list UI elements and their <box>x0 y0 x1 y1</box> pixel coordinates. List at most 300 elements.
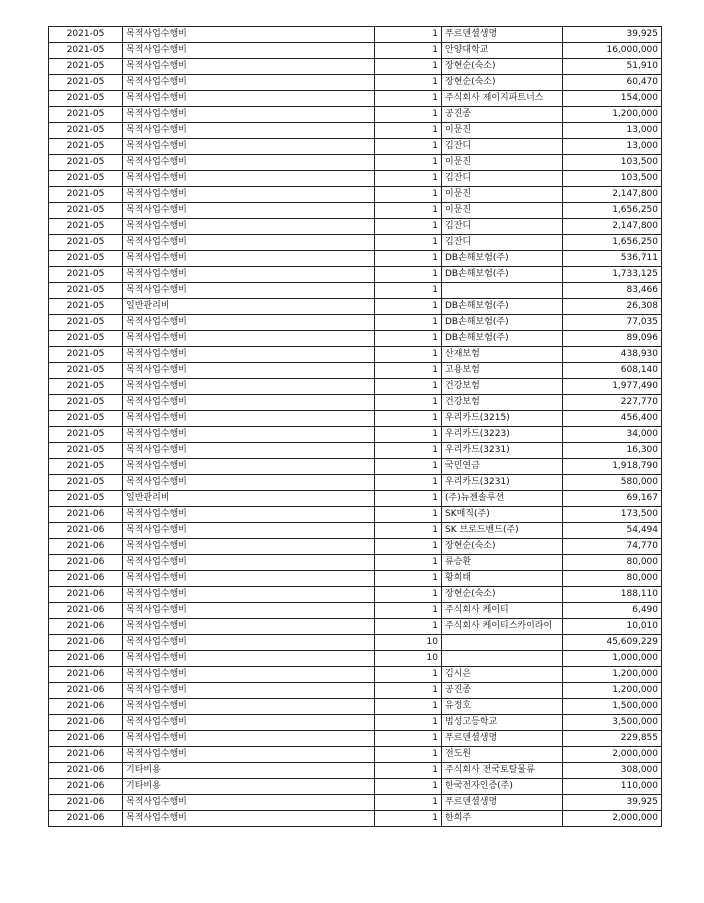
category-cell: 일반관리비 <box>123 299 375 315</box>
month-cell: 2021-05 <box>49 267 123 283</box>
quantity-cell: 1 <box>375 235 442 251</box>
month-cell: 2021-05 <box>49 43 123 59</box>
amount-cell: 173,500 <box>563 507 662 523</box>
category-cell: 목적사업수행비 <box>123 171 375 187</box>
quantity-cell: 1 <box>375 187 442 203</box>
payee-cell: DB손해보험(주) <box>442 331 563 347</box>
table-row <box>49 667 662 683</box>
amount-cell: 608,140 <box>563 363 662 379</box>
amount-cell: 1,918,790 <box>563 459 662 475</box>
payee-cell: 한국전자인증(주) <box>442 779 563 795</box>
payee-cell: DB손해보험(주) <box>442 299 563 315</box>
payee-cell: 장현순(숙소) <box>442 539 563 555</box>
category-cell: 목적사업수행비 <box>123 59 375 75</box>
table-row <box>49 763 662 779</box>
table-row <box>49 779 662 795</box>
amount-cell: 188,110 <box>563 587 662 603</box>
table-row <box>49 475 662 491</box>
category-cell: 목적사업수행비 <box>123 731 375 747</box>
amount-cell: 1,656,250 <box>563 203 662 219</box>
table-row <box>49 331 662 347</box>
month-cell: 2021-05 <box>49 107 123 123</box>
month-cell: 2021-05 <box>49 171 123 187</box>
table-row <box>49 731 662 747</box>
month-cell: 2021-06 <box>49 763 123 779</box>
quantity-cell: 1 <box>375 507 442 523</box>
category-cell: 목적사업수행비 <box>123 603 375 619</box>
month-cell: 2021-06 <box>49 571 123 587</box>
payee-cell: 장현순(숙소) <box>442 587 563 603</box>
category-cell: 목적사업수행비 <box>123 75 375 91</box>
quantity-cell: 1 <box>375 587 442 603</box>
table-row <box>49 411 662 427</box>
ledger-body <box>49 27 662 827</box>
category-cell: 목적사업수행비 <box>123 811 375 827</box>
month-cell: 2021-06 <box>49 811 123 827</box>
amount-cell: 83,466 <box>563 283 662 299</box>
amount-cell: 580,000 <box>563 475 662 491</box>
quantity-cell: 1 <box>375 139 442 155</box>
category-cell: 목적사업수행비 <box>123 251 375 267</box>
table-row <box>49 715 662 731</box>
payee-cell: 유정호 <box>442 699 563 715</box>
payee-cell: 김잔디 <box>442 219 563 235</box>
month-cell: 2021-05 <box>49 459 123 475</box>
amount-cell: 80,000 <box>563 571 662 587</box>
category-cell: 목적사업수행비 <box>123 683 375 699</box>
month-cell: 2021-05 <box>49 139 123 155</box>
month-cell: 2021-05 <box>49 235 123 251</box>
table-row <box>49 379 662 395</box>
month-cell: 2021-06 <box>49 539 123 555</box>
payee-cell: 주식회사 케이티 <box>442 603 563 619</box>
quantity-cell: 1 <box>375 763 442 779</box>
amount-cell: 536,711 <box>563 251 662 267</box>
month-cell: 2021-06 <box>49 779 123 795</box>
month-cell: 2021-05 <box>49 219 123 235</box>
table-row <box>49 251 662 267</box>
amount-cell: 80,000 <box>563 555 662 571</box>
month-cell: 2021-06 <box>49 699 123 715</box>
quantity-cell: 1 <box>375 155 442 171</box>
amount-cell: 16,000,000 <box>563 43 662 59</box>
quantity-cell: 1 <box>375 683 442 699</box>
quantity-cell: 1 <box>375 251 442 267</box>
quantity-cell: 1 <box>375 107 442 123</box>
amount-cell: 54,494 <box>563 523 662 539</box>
table-row <box>49 107 662 123</box>
amount-cell: 10,010 <box>563 619 662 635</box>
amount-cell: 1,977,490 <box>563 379 662 395</box>
category-cell: 목적사업수행비 <box>123 507 375 523</box>
payee-cell: 전도원 <box>442 747 563 763</box>
category-cell: 목적사업수행비 <box>123 139 375 155</box>
amount-cell: 26,308 <box>563 299 662 315</box>
amount-cell: 1,200,000 <box>563 667 662 683</box>
quantity-cell: 1 <box>375 555 442 571</box>
quantity-cell: 1 <box>375 411 442 427</box>
month-cell: 2021-05 <box>49 299 123 315</box>
amount-cell: 154,000 <box>563 91 662 107</box>
quantity-cell: 1 <box>375 619 442 635</box>
table-row <box>49 811 662 827</box>
payee-cell: 류승환 <box>442 555 563 571</box>
payee-cell: 건강보험 <box>442 395 563 411</box>
payee-cell: DB손해보험(주) <box>442 315 563 331</box>
table-row <box>49 571 662 587</box>
category-cell: 목적사업수행비 <box>123 715 375 731</box>
category-cell: 목적사업수행비 <box>123 667 375 683</box>
amount-cell: 3,500,000 <box>563 715 662 731</box>
category-cell: 목적사업수행비 <box>123 443 375 459</box>
category-cell: 목적사업수행비 <box>123 699 375 715</box>
payee-cell: 장현순(숙소) <box>442 59 563 75</box>
quantity-cell: 1 <box>375 731 442 747</box>
month-cell: 2021-06 <box>49 795 123 811</box>
month-cell: 2021-05 <box>49 379 123 395</box>
table-row <box>49 507 662 523</box>
category-cell: 목적사업수행비 <box>123 27 375 43</box>
category-cell: 목적사업수행비 <box>123 267 375 283</box>
category-cell: 목적사업수행비 <box>123 475 375 491</box>
amount-cell: 51,910 <box>563 59 662 75</box>
quantity-cell: 1 <box>375 267 442 283</box>
quantity-cell: 1 <box>375 699 442 715</box>
quantity-cell: 1 <box>375 747 442 763</box>
month-cell: 2021-05 <box>49 283 123 299</box>
payee-cell: 이문진 <box>442 155 563 171</box>
payee-cell: 공진종 <box>442 683 563 699</box>
payee-cell: 이문진 <box>442 203 563 219</box>
amount-cell: 6,490 <box>563 603 662 619</box>
category-cell: 목적사업수행비 <box>123 123 375 139</box>
quantity-cell: 1 <box>375 171 442 187</box>
table-row <box>49 683 662 699</box>
category-cell: 목적사업수행비 <box>123 43 375 59</box>
category-cell: 목적사업수행비 <box>123 539 375 555</box>
amount-cell: 103,500 <box>563 171 662 187</box>
table-row <box>49 603 662 619</box>
category-cell: 목적사업수행비 <box>123 427 375 443</box>
table-row <box>49 203 662 219</box>
table-row <box>49 267 662 283</box>
table-row <box>49 699 662 715</box>
payee-cell: 주식회사 제이지파트너스 <box>442 91 563 107</box>
category-cell: 목적사업수행비 <box>123 91 375 107</box>
quantity-cell: 1 <box>375 315 442 331</box>
month-cell: 2021-06 <box>49 587 123 603</box>
month-cell: 2021-05 <box>49 91 123 107</box>
table-row <box>49 347 662 363</box>
amount-cell: 2,000,000 <box>563 811 662 827</box>
month-cell: 2021-06 <box>49 651 123 667</box>
amount-cell: 438,930 <box>563 347 662 363</box>
amount-cell: 60,470 <box>563 75 662 91</box>
month-cell: 2021-06 <box>49 619 123 635</box>
quantity-cell: 1 <box>375 75 442 91</box>
amount-cell: 1,200,000 <box>563 683 662 699</box>
payee-cell: 공진종 <box>442 107 563 123</box>
amount-cell: 103,500 <box>563 155 662 171</box>
payee-cell: DB손해보험(주) <box>442 267 563 283</box>
month-cell: 2021-06 <box>49 731 123 747</box>
amount-cell: 1,500,000 <box>563 699 662 715</box>
table-row <box>49 491 662 507</box>
payee-cell: 범성고등학교 <box>442 715 563 731</box>
amount-cell: 456,400 <box>563 411 662 427</box>
payee-cell: 건강보험 <box>442 379 563 395</box>
category-cell: 목적사업수행비 <box>123 747 375 763</box>
expense-ledger-table <box>48 26 662 827</box>
table-row <box>49 747 662 763</box>
payee-cell: 한희주 <box>442 811 563 827</box>
quantity-cell: 1 <box>375 331 442 347</box>
quantity-cell: 1 <box>375 219 442 235</box>
quantity-cell: 1 <box>375 395 442 411</box>
amount-cell: 1,200,000 <box>563 107 662 123</box>
table-row <box>49 299 662 315</box>
quantity-cell: 1 <box>375 603 442 619</box>
payee-cell: 주식회사 케이티스카이라이 <box>442 619 563 635</box>
month-cell: 2021-05 <box>49 443 123 459</box>
amount-cell: 45,609,229 <box>563 635 662 651</box>
payee-cell: 우리카드(3231) <box>442 443 563 459</box>
table-row <box>49 283 662 299</box>
category-cell: 목적사업수행비 <box>123 571 375 587</box>
quantity-cell: 1 <box>375 299 442 315</box>
category-cell: 목적사업수행비 <box>123 363 375 379</box>
month-cell: 2021-05 <box>49 75 123 91</box>
amount-cell: 2,147,800 <box>563 187 662 203</box>
category-cell: 목적사업수행비 <box>123 411 375 427</box>
amount-cell: 308,000 <box>563 763 662 779</box>
payee-cell: 푸르덴셜생명 <box>442 795 563 811</box>
month-cell: 2021-06 <box>49 667 123 683</box>
amount-cell: 227,770 <box>563 395 662 411</box>
quantity-cell: 1 <box>375 539 442 555</box>
month-cell: 2021-05 <box>49 347 123 363</box>
quantity-cell: 1 <box>375 363 442 379</box>
table-row <box>49 171 662 187</box>
quantity-cell: 1 <box>375 795 442 811</box>
table-row <box>49 59 662 75</box>
category-cell: 목적사업수행비 <box>123 347 375 363</box>
amount-cell: 13,000 <box>563 139 662 155</box>
month-cell: 2021-06 <box>49 555 123 571</box>
quantity-cell: 1 <box>375 571 442 587</box>
quantity-cell: 1 <box>375 123 442 139</box>
payee-cell: 우리카드(3215) <box>442 411 563 427</box>
payee-cell: 산재보험 <box>442 347 563 363</box>
payee-cell <box>442 283 563 299</box>
amount-cell: 1,000,000 <box>563 651 662 667</box>
payee-cell: 안양대학교 <box>442 43 563 59</box>
table-row <box>49 219 662 235</box>
category-cell: 기타비용 <box>123 779 375 795</box>
table-row <box>49 155 662 171</box>
quantity-cell: 1 <box>375 491 442 507</box>
table-row <box>49 395 662 411</box>
month-cell: 2021-06 <box>49 747 123 763</box>
amount-cell: 110,000 <box>563 779 662 795</box>
category-cell: 목적사업수행비 <box>123 379 375 395</box>
category-cell: 목적사업수행비 <box>123 651 375 667</box>
table-row <box>49 27 662 43</box>
month-cell: 2021-05 <box>49 315 123 331</box>
amount-cell: 13,000 <box>563 123 662 139</box>
table-row <box>49 619 662 635</box>
payee-cell <box>442 635 563 651</box>
category-cell: 목적사업수행비 <box>123 187 375 203</box>
quantity-cell: 1 <box>375 523 442 539</box>
category-cell: 목적사업수행비 <box>123 555 375 571</box>
month-cell: 2021-05 <box>49 187 123 203</box>
quantity-cell: 1 <box>375 427 442 443</box>
table-row <box>49 315 662 331</box>
table-row <box>49 539 662 555</box>
table-row <box>49 43 662 59</box>
month-cell: 2021-06 <box>49 523 123 539</box>
payee-cell: 장현순(숙소) <box>442 75 563 91</box>
category-cell: 목적사업수행비 <box>123 219 375 235</box>
month-cell: 2021-05 <box>49 331 123 347</box>
payee-cell: 푸르덴셜생명 <box>442 27 563 43</box>
table-row <box>49 75 662 91</box>
category-cell: 목적사업수행비 <box>123 619 375 635</box>
payee-cell: 이문진 <box>442 187 563 203</box>
table-row <box>49 555 662 571</box>
table-row <box>49 235 662 251</box>
month-cell: 2021-06 <box>49 635 123 651</box>
month-cell: 2021-06 <box>49 507 123 523</box>
payee-cell: 주식회사 전국토탈물류 <box>442 763 563 779</box>
table-row <box>49 635 662 651</box>
amount-cell: 89,096 <box>563 331 662 347</box>
amount-cell: 2,000,000 <box>563 747 662 763</box>
payee-cell <box>442 651 563 667</box>
payee-cell: 푸르덴셜생명 <box>442 731 563 747</box>
category-cell: 목적사업수행비 <box>123 459 375 475</box>
amount-cell: 1,656,250 <box>563 235 662 251</box>
quantity-cell: 1 <box>375 91 442 107</box>
table-row <box>49 795 662 811</box>
payee-cell: 김시은 <box>442 667 563 683</box>
category-cell: 목적사업수행비 <box>123 155 375 171</box>
payee-cell: 김잔디 <box>442 235 563 251</box>
quantity-cell: 1 <box>375 667 442 683</box>
month-cell: 2021-05 <box>49 427 123 443</box>
category-cell: 목적사업수행비 <box>123 107 375 123</box>
quantity-cell: 1 <box>375 779 442 795</box>
payee-cell: 우리카드(3231) <box>442 475 563 491</box>
month-cell: 2021-05 <box>49 123 123 139</box>
amount-cell: 77,035 <box>563 315 662 331</box>
table-row <box>49 139 662 155</box>
category-cell: 목적사업수행비 <box>123 203 375 219</box>
quantity-cell: 10 <box>375 635 442 651</box>
category-cell: 목적사업수행비 <box>123 235 375 251</box>
quantity-cell: 1 <box>375 811 442 827</box>
table-row <box>49 459 662 475</box>
quantity-cell: 1 <box>375 59 442 75</box>
table-row <box>49 443 662 459</box>
payee-cell: 김잔디 <box>442 171 563 187</box>
amount-cell: 34,000 <box>563 427 662 443</box>
table-row <box>49 523 662 539</box>
table-row <box>49 651 662 667</box>
category-cell: 목적사업수행비 <box>123 635 375 651</box>
category-cell: 목적사업수행비 <box>123 315 375 331</box>
category-cell: 목적사업수행비 <box>123 395 375 411</box>
table-row <box>49 123 662 139</box>
month-cell: 2021-05 <box>49 203 123 219</box>
payee-cell: 김잔디 <box>442 139 563 155</box>
table-row <box>49 187 662 203</box>
month-cell: 2021-06 <box>49 715 123 731</box>
table-row <box>49 91 662 107</box>
payee-cell: 이문진 <box>442 123 563 139</box>
month-cell: 2021-05 <box>49 363 123 379</box>
amount-cell: 2,147,800 <box>563 219 662 235</box>
month-cell: 2021-06 <box>49 683 123 699</box>
month-cell: 2021-05 <box>49 395 123 411</box>
amount-cell: 1,733,125 <box>563 267 662 283</box>
payee-cell: SK 브로드밴드(주) <box>442 523 563 539</box>
quantity-cell: 1 <box>375 475 442 491</box>
quantity-cell: 1 <box>375 283 442 299</box>
amount-cell: 16,300 <box>563 443 662 459</box>
table-row <box>49 587 662 603</box>
amount-cell: 69,167 <box>563 491 662 507</box>
month-cell: 2021-05 <box>49 411 123 427</box>
month-cell: 2021-05 <box>49 251 123 267</box>
quantity-cell: 1 <box>375 347 442 363</box>
quantity-cell: 1 <box>375 715 442 731</box>
payee-cell: 우리카드(3223) <box>442 427 563 443</box>
quantity-cell: 10 <box>375 651 442 667</box>
quantity-cell: 1 <box>375 379 442 395</box>
category-cell: 목적사업수행비 <box>123 523 375 539</box>
amount-cell: 39,925 <box>563 27 662 43</box>
payee-cell: (주)뉴젠솔루션 <box>442 491 563 507</box>
category-cell: 목적사업수행비 <box>123 587 375 603</box>
quantity-cell: 1 <box>375 43 442 59</box>
payee-cell: 고용보험 <box>442 363 563 379</box>
amount-cell: 74,770 <box>563 539 662 555</box>
quantity-cell: 1 <box>375 459 442 475</box>
category-cell: 일반관리비 <box>123 491 375 507</box>
month-cell: 2021-05 <box>49 475 123 491</box>
quantity-cell: 1 <box>375 27 442 43</box>
payee-cell: SK매직(주) <box>442 507 563 523</box>
category-cell: 목적사업수행비 <box>123 795 375 811</box>
category-cell: 목적사업수행비 <box>123 283 375 299</box>
payee-cell: 국민연금 <box>442 459 563 475</box>
month-cell: 2021-05 <box>49 59 123 75</box>
month-cell: 2021-05 <box>49 27 123 43</box>
table-row <box>49 363 662 379</box>
quantity-cell: 1 <box>375 443 442 459</box>
amount-cell: 39,925 <box>563 795 662 811</box>
table-row <box>49 427 662 443</box>
payee-cell: DB손해보험(주) <box>442 251 563 267</box>
category-cell: 기타비용 <box>123 763 375 779</box>
month-cell: 2021-05 <box>49 155 123 171</box>
payee-cell: 황희태 <box>442 571 563 587</box>
amount-cell: 229,855 <box>563 731 662 747</box>
month-cell: 2021-05 <box>49 491 123 507</box>
month-cell: 2021-06 <box>49 603 123 619</box>
